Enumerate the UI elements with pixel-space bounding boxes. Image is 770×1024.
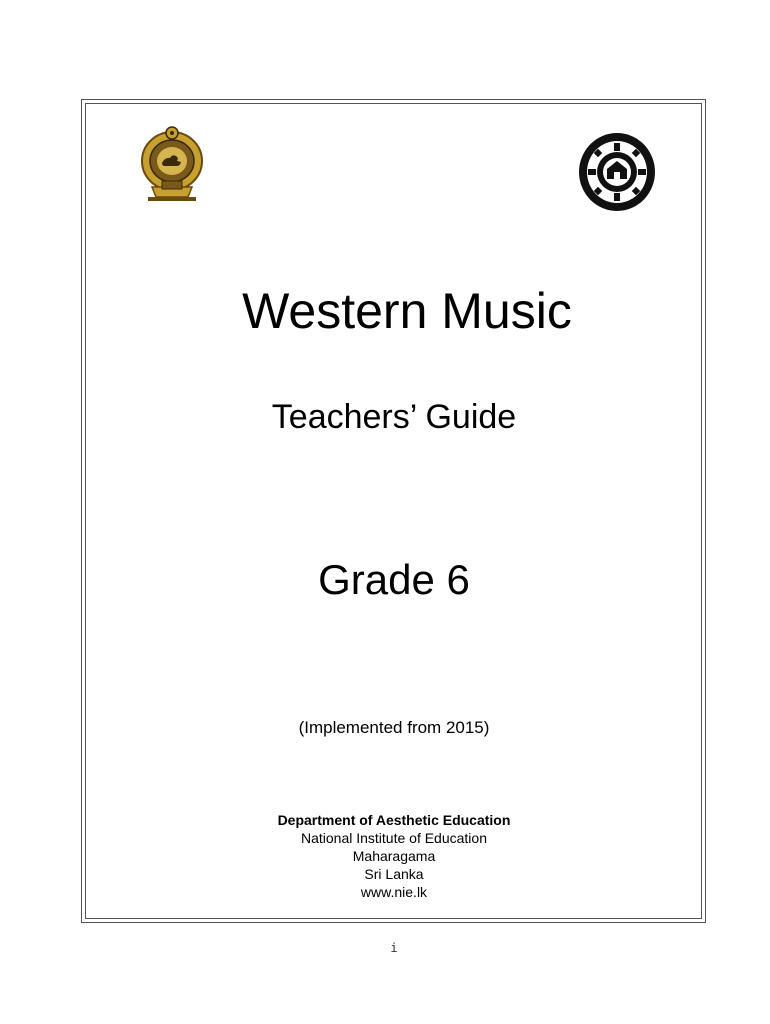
page-border — [81, 99, 706, 923]
publisher-website[interactable]: www.nie.lk — [360, 884, 428, 900]
document-title: Western Music — [242, 283, 572, 339]
page-number: i — [390, 941, 398, 955]
sri-lanka-emblem-icon — [138, 125, 206, 203]
nie-seal-icon — [577, 131, 657, 213]
page-border-inner — [85, 103, 702, 919]
publisher-institute: National Institute of Education — [300, 830, 487, 846]
grade-label: Grade 6 — [318, 556, 470, 603]
publisher-department: Department of Aesthetic Education — [277, 812, 511, 828]
document-subtitle: Teachers’ Guide — [271, 398, 517, 436]
implemented-note: (Implemented from 2015) — [298, 718, 490, 737]
publisher-country: Sri Lanka — [364, 866, 424, 882]
publisher-city: Maharagama — [352, 848, 436, 864]
publisher-block — [0, 811, 770, 901]
